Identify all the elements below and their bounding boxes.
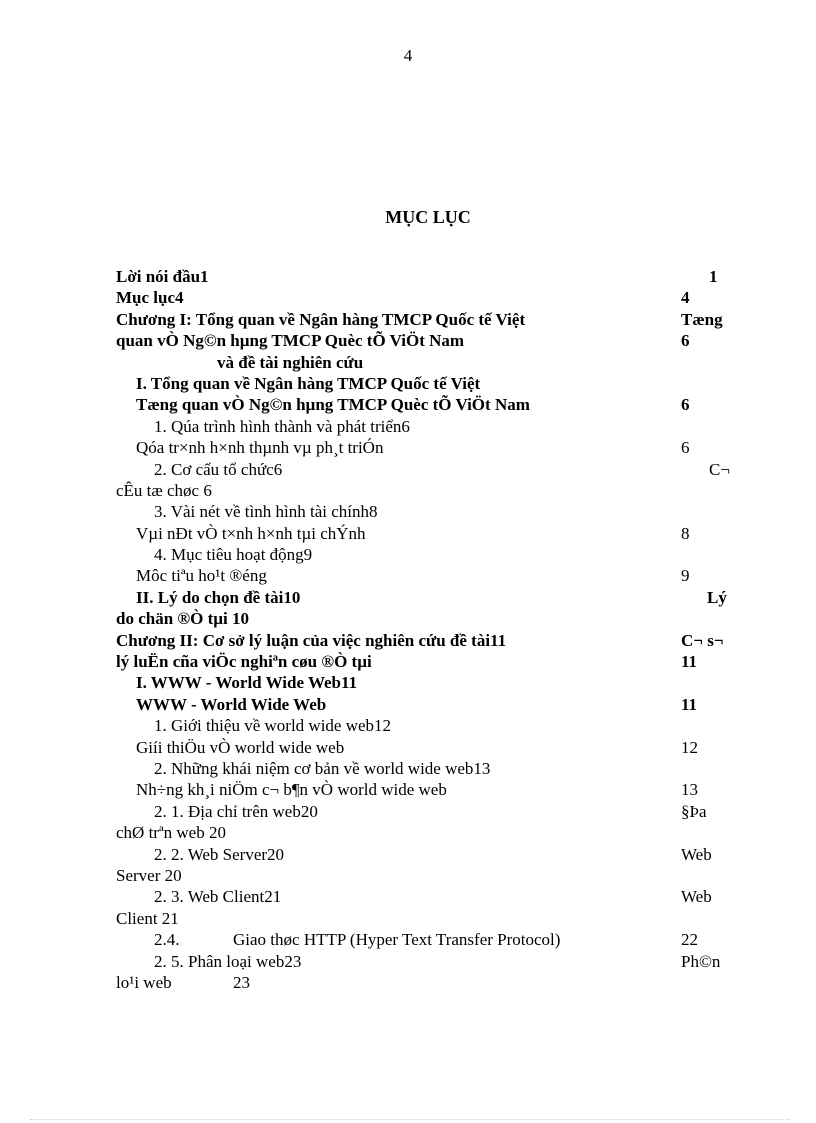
toc-line <box>0 630 816 651</box>
toc-entry-text: 2. 1. Địa chỉ trên web20 <box>154 801 318 821</box>
toc-entry-text: 1. Giới thiệu về world wide web12 <box>154 716 392 736</box>
toc-entry-text: lo¹i web <box>116 972 172 992</box>
toc-line <box>0 544 816 565</box>
toc-title: MỤC LỤC <box>385 207 471 227</box>
toc-entry-text: Môc tiªu ho¹t ®éng <box>136 566 267 586</box>
toc-line <box>0 886 816 907</box>
toc-entry-page: 1 <box>709 267 718 286</box>
toc-line <box>0 587 816 608</box>
table-of-contents <box>0 266 816 993</box>
toc-entry-page: Web <box>681 844 712 864</box>
toc-line <box>0 523 816 544</box>
toc-entry-page: 22 <box>681 930 698 950</box>
toc-entry-text: chØ trªn web 20 <box>116 823 226 843</box>
toc-entry-text: 3. Vài nét về tình hình tài chính8 <box>154 502 378 522</box>
toc-line <box>0 929 816 950</box>
toc-line <box>0 373 816 394</box>
toc-entry-text: 4. Mục tiêu hoạt động9 <box>154 545 313 565</box>
toc-entry-text: 2. Những khái niệm cơ bản về world wide web13 <box>154 758 491 778</box>
toc-entry-page: 4 <box>681 288 690 308</box>
toc-line <box>0 480 816 501</box>
toc-entry-page: 6 <box>681 438 690 458</box>
toc-line <box>0 672 816 693</box>
toc-entry-page: 8 <box>681 523 690 543</box>
toc-line <box>0 715 816 736</box>
page-number: 4 <box>403 46 413 65</box>
toc-entry-text: Lời nói đầu1 <box>116 267 209 286</box>
toc-line <box>0 287 816 308</box>
toc-line <box>0 608 816 629</box>
toc-entry-page: Lý <box>707 587 727 607</box>
toc-entry-page: 13 <box>681 780 698 800</box>
toc-entry-text: Client 21 <box>116 908 179 928</box>
toc-line <box>0 459 816 480</box>
toc-line <box>0 844 816 865</box>
toc-line <box>0 758 816 779</box>
toc-line <box>0 694 816 715</box>
toc-line <box>0 908 816 929</box>
page-bottom-rule <box>30 1119 790 1120</box>
toc-entry-text: 1. Qúa trình hình thành và phát triển6 <box>154 416 410 436</box>
toc-line <box>0 501 816 522</box>
toc-entry-text: I. Tổng quan về Ngân hàng TMCP Quốc tế Việt <box>136 373 481 393</box>
toc-entry-page: 12 <box>681 737 698 757</box>
toc-line <box>0 352 816 373</box>
toc-line <box>0 394 816 415</box>
toc-entry-text: cÊu tæ chøc 6 <box>116 480 212 500</box>
toc-line <box>0 972 816 993</box>
toc-entry-text: Nh÷ng kh¸i niÖm c¬ b¶n vÒ world wide web <box>136 780 447 800</box>
toc-line <box>0 330 816 351</box>
toc-entry-page: 23 <box>233 972 250 992</box>
toc-entry-page: Tæng <box>681 309 723 329</box>
toc-entry-text: quan vÒ Ng©n hµng TMCP Quèc tÕ ViÖt Nam <box>116 331 465 351</box>
toc-entry-text: II. Lý do chọn đề tài10 <box>136 587 301 607</box>
toc-line <box>0 822 816 843</box>
toc-entry-text: Giíi thiÖu vÒ world wide web <box>136 737 345 757</box>
toc-line <box>0 779 816 800</box>
toc-line <box>0 801 816 822</box>
toc-entry-text: Giao thøc HTTP (Hyper Text Transfer Protocol) <box>233 930 561 950</box>
toc-line <box>0 266 816 287</box>
toc-line <box>0 865 816 886</box>
toc-line <box>0 565 816 586</box>
toc-entry-page: Web <box>681 887 712 907</box>
toc-line <box>0 737 816 758</box>
toc-entry-page: 11 <box>681 694 698 714</box>
toc-line <box>0 951 816 972</box>
toc-entry-text: Chương I: Tổng quan về Ngân hàng TMCP Quốc tế Việt <box>116 309 526 329</box>
toc-entry-text: I. WWW - World Wide Web11 <box>136 673 358 693</box>
toc-entry-text: 2. 2. Web Server20 <box>154 844 285 864</box>
toc-entry-page: C¬ <box>709 459 730 479</box>
toc-entry-text: Qóa tr×nh h×nh thµnh vµ ph¸t triÓn <box>136 438 384 458</box>
toc-line <box>0 309 816 330</box>
toc-line <box>0 651 816 672</box>
toc-entry-text: 2. Cơ cấu tổ chức6 <box>154 459 283 479</box>
toc-entry-text: do chän ®Ò tµi 10 <box>116 609 250 629</box>
toc-line <box>0 437 816 458</box>
toc-entry-page: §Þa <box>681 801 707 821</box>
toc-entry-text: Server 20 <box>116 865 182 885</box>
toc-entry-text: Mục lục4 <box>116 288 184 308</box>
toc-entry-page: Ph©n <box>681 951 721 971</box>
toc-entry-text: 2.4. <box>154 930 180 950</box>
toc-entry-text: Tæng quan vÒ Ng©n hµng TMCP Quèc tÕ ViÖt Nam <box>136 395 530 415</box>
toc-entry-page: 9 <box>681 566 690 586</box>
toc-entry-text: Vµi nÐt vÒ t×nh h×nh tµi chÝnh <box>136 523 366 543</box>
toc-entry-text: 2. 3. Web Client21 <box>154 887 282 907</box>
toc-entry-page: C¬ s¬ <box>681 630 724 650</box>
toc-line <box>0 416 816 437</box>
toc-entry-text: WWW - World Wide Web <box>136 694 327 714</box>
toc-entry-text: và đề tài nghiên cứu <box>217 352 364 372</box>
toc-entry-page: 6 <box>681 331 690 351</box>
toc-entry-text: 2. 5. Phân loại web23 <box>154 951 302 971</box>
toc-entry-text: Chương II: Cơ sở lý luận của việc nghiên cứu đề tài11 <box>116 630 507 650</box>
toc-entry-page: 11 <box>681 652 698 672</box>
toc-entry-text: lý luËn cña viÖc nghiªn cøu ®Ò tµi <box>116 652 372 672</box>
toc-entry-page: 6 <box>681 395 690 415</box>
